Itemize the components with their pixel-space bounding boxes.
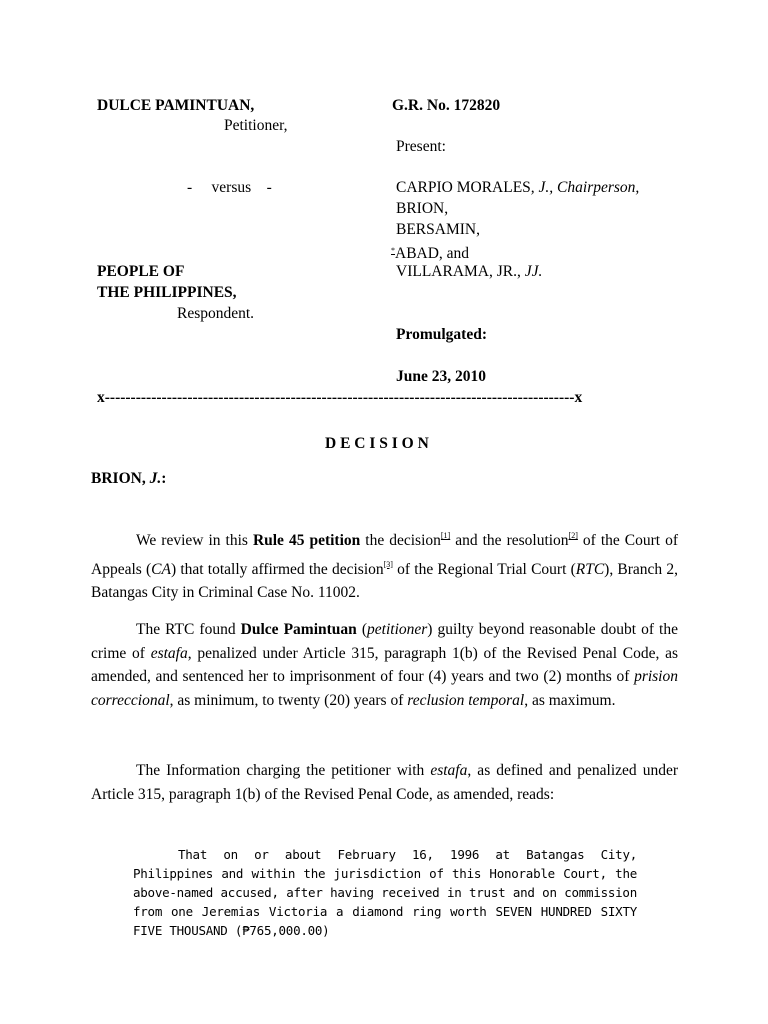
justice-bersamin: BERSAMIN, [396,221,480,238]
gr-number: G.R. No. 172820 [392,97,501,114]
ponente [91,469,166,489]
text-run: the decision [360,532,441,549]
text-run: We review in this [136,532,253,549]
text-run: and the resolution [450,532,569,549]
present-label: Present: [396,138,446,155]
versus-label: - versus - [187,179,272,196]
text-run: The RTC found [136,621,241,638]
text-run: ) guilty beyond reasonable doubt of the crime of [91,621,678,662]
justice-name: ABAD, and [395,245,470,262]
paragraph-3 [91,759,678,806]
text-run-italic: petitioner [367,621,428,638]
text-run: ( [356,621,368,638]
justice-carpio-morales [396,178,639,198]
text-run: ) that totally affirmed the decision [170,560,384,578]
footnote-2-link[interactable]: [2] [568,531,578,540]
respondent-name-line-2: THE PHILIPPINES, [97,284,237,301]
text-run: of the Regional Trial Court ( [392,560,576,578]
text-run-italic: estafa [430,762,468,779]
text-run: , as defined and penalized under Article 315, paragraph 1(b) of the Revised Penal Code, as amended, reads: [91,762,678,803]
promulgated-label: Promulgated: [396,326,487,343]
paragraph-1 [91,524,678,605]
justice-title: , J., Chairperson, [530,179,640,196]
text-run-italic: reclusion temporal [407,691,525,709]
justice-title: JJ. [520,263,543,280]
ponente-name: BRION, [91,470,150,487]
decision-heading: D E C I S I O N [325,435,429,452]
text-run: , penalized under Article 315, paragraph 1(b) of the Revised Penal Code, as amended, and sentenced her to imprisonment of four (4) years and two (2) months of [91,644,678,685]
respondent-role: Respondent. [177,305,255,322]
ponente-colon: : [161,470,167,487]
text-run: The Information charging the petitioner with [136,762,431,779]
text-run: ), Branch 2, Batangas City in Criminal Case No. 11002. [91,560,678,601]
text-run-italic: CA [151,560,171,578]
promulgated-date: June 23, 2010 [396,368,486,385]
petitioner-name: DULCE PAMINTUAN, [97,97,255,114]
text-run: , as maximum. [524,691,616,709]
footnote-marker-link[interactable]: * [391,246,395,255]
paragraph-2 [91,618,678,712]
separator-line: x-------------------------------------------------------------------------------------------x [97,389,583,406]
ponente-title: J. [149,470,162,487]
justice-villarama [396,262,542,282]
justice-name: CARPIO MORALES [396,179,531,196]
justice-brion: BRION, [396,200,449,217]
respondent-name-line-1: PEOPLE OF [97,263,185,280]
text-run-bold: Dulce Pamintuan [240,621,357,638]
footnote-3-link[interactable]: [3] [383,559,393,569]
text-run-italic: RTC [575,560,605,578]
petitioner-role: Petitioner, [224,117,288,134]
text-run: of the Court of Appeals ( [91,532,678,578]
text-run-italic: prision correccional [91,668,678,709]
text-run-italic: estafa [150,644,188,662]
information-quote: That on or about February 16, 1996 at Batangas City, Philippines and within the jurisdiction of this Honorable Court, the above-named accused, after having received in trust and on commission from one Jeremias Victoria a diamond ring worth SEVEN HUNDRED SIXTY FIVE THOUSAND (₱765,000.00) [133,847,637,938]
text-run-bold: Rule 45 petition [252,532,361,549]
footnote-1-link[interactable]: [1] [440,531,451,540]
text-run: , as minimum, to twenty (20) years of [169,691,408,709]
justice-name: VILLARAMA, JR., [396,263,521,280]
justice-abad [391,241,469,264]
